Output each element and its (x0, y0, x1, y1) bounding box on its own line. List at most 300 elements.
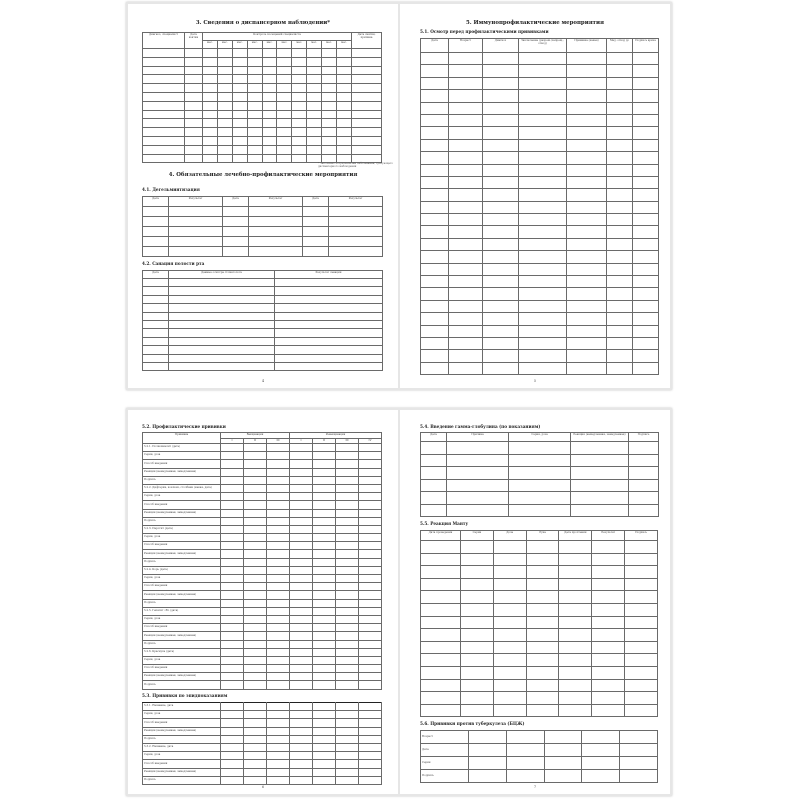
table-cell (483, 77, 519, 89)
table-cell (290, 583, 313, 591)
table-row (143, 227, 383, 237)
table-cell (232, 154, 247, 163)
table-cell (292, 49, 307, 58)
table-cell (267, 719, 290, 727)
table-cell (421, 325, 449, 337)
table-row (421, 679, 658, 692)
table-cell (633, 102, 659, 114)
table-cell (359, 776, 382, 784)
vaccine-detail-row (143, 681, 382, 689)
row-label: Подпись (143, 681, 221, 689)
table-row (421, 744, 658, 757)
table-cell (421, 454, 447, 467)
table-cell (607, 350, 633, 362)
table-cell (449, 238, 483, 250)
month-header: мес. (203, 41, 218, 49)
column-header: Результат (329, 197, 383, 207)
table-cell (359, 550, 382, 558)
table-cell (336, 575, 359, 583)
table-row (421, 313, 659, 325)
table-cell (292, 92, 307, 101)
pre-vaccination-exam-table (420, 38, 659, 375)
table-cell (275, 295, 383, 303)
table-cell (169, 337, 275, 345)
table-cell (519, 362, 567, 374)
table-cell (592, 553, 625, 566)
table-cell (493, 629, 526, 642)
table-cell (322, 49, 337, 58)
table-cell (307, 57, 322, 66)
table-cell (493, 654, 526, 667)
section-5-title: 5. Иммунопрофилактические мероприятия (466, 20, 604, 26)
table-row (143, 295, 383, 303)
table-cell (267, 776, 290, 784)
table-cell (336, 648, 359, 656)
spread-bottom (126, 408, 672, 796)
table-cell (592, 692, 625, 705)
table-cell (483, 238, 519, 250)
table-cell (290, 558, 313, 566)
table-cell (143, 304, 169, 312)
column-header: Диагноз (483, 39, 519, 53)
table-cell (421, 666, 461, 679)
table-cell (625, 641, 658, 654)
table-cell (567, 189, 607, 201)
table-cell (244, 656, 267, 664)
table-cell (447, 467, 509, 480)
table-cell (247, 49, 262, 58)
table-cell (526, 641, 559, 654)
table-cell (421, 541, 461, 554)
table-cell (336, 566, 359, 574)
table-cell (449, 189, 483, 201)
table-cell (559, 704, 592, 717)
table-cell (313, 476, 336, 484)
table-cell (359, 735, 382, 743)
table-cell (247, 66, 262, 75)
table-cell (567, 127, 607, 139)
table-cell (303, 247, 329, 257)
dose-number-header: IV (359, 439, 382, 444)
table-cell (143, 337, 169, 345)
table-cell (567, 276, 607, 288)
table-cell (359, 591, 382, 599)
column-header: Рука (526, 531, 559, 541)
table-cell (592, 603, 625, 616)
table-cell (262, 128, 277, 137)
table-cell (221, 681, 244, 689)
table-cell (559, 654, 592, 667)
table-cell (519, 77, 567, 89)
table-cell (247, 92, 262, 101)
table-cell (290, 656, 313, 664)
vaccine-detail-row (143, 719, 382, 727)
table-cell (421, 692, 461, 705)
table-cell (559, 629, 592, 642)
table-cell (633, 65, 659, 77)
table-cell (313, 444, 336, 452)
table-row (421, 578, 658, 591)
table-cell (313, 509, 336, 517)
table-cell (337, 119, 352, 128)
row-label: Реакция (немедленная, замедленная) (143, 550, 221, 558)
vaccine-name: 5.3.1. Название, дата (143, 703, 221, 711)
table-row (421, 442, 659, 455)
table-cell (267, 493, 290, 501)
table-cell (336, 583, 359, 591)
table-cell (322, 101, 337, 110)
table-cell (247, 154, 262, 163)
table-cell (267, 703, 290, 711)
table-cell (313, 550, 336, 558)
table-cell (519, 65, 567, 77)
table-cell (567, 53, 607, 65)
table-cell (221, 509, 244, 517)
table-cell (519, 90, 567, 102)
header-row (421, 531, 658, 541)
table-row (143, 346, 383, 354)
vaccine-detail-row (143, 776, 382, 784)
table-cell (421, 114, 449, 126)
row-label: Способ введения (143, 460, 221, 468)
table-cell (313, 776, 336, 784)
table-cell (336, 752, 359, 760)
table-cell (169, 279, 275, 287)
table-cell (625, 603, 658, 616)
table-cell (421, 127, 449, 139)
table-cell (143, 279, 169, 287)
table-cell (244, 632, 267, 640)
table-cell (185, 49, 203, 58)
table-cell (277, 119, 292, 128)
table-cell (352, 84, 382, 93)
vaccine-detail-row (143, 735, 382, 743)
table-cell (449, 263, 483, 275)
table-cell (337, 84, 352, 93)
table-cell (359, 583, 382, 591)
table-cell (247, 57, 262, 66)
table-cell (336, 517, 359, 525)
table-cell (244, 493, 267, 501)
table-row (143, 362, 383, 370)
table-cell (544, 757, 582, 770)
table-cell (629, 467, 659, 480)
row-label: Серия (421, 757, 469, 770)
table-cell (461, 591, 494, 604)
page-number: 5 (533, 379, 537, 383)
table-cell (203, 92, 218, 101)
table-cell (275, 287, 383, 295)
table-cell (203, 119, 218, 128)
table-cell (519, 226, 567, 238)
month-header: мес. (217, 41, 232, 49)
table-cell (633, 139, 659, 151)
table-cell (571, 442, 629, 455)
table-row (421, 629, 658, 642)
column-header: Данные осмотра стоматолога (169, 271, 275, 279)
table-cell (244, 752, 267, 760)
table-cell (336, 656, 359, 664)
column-header: Дата прочтения (559, 531, 592, 541)
header-row (143, 271, 383, 279)
table-cell (217, 57, 232, 66)
table-cell (221, 534, 244, 542)
table-cell (629, 442, 659, 455)
table-cell (567, 350, 607, 362)
table-cell (567, 114, 607, 126)
table-cell (313, 460, 336, 468)
dose-number-header: I (290, 439, 313, 444)
table-cell (483, 201, 519, 213)
table-row (421, 704, 658, 717)
table-row (421, 504, 659, 517)
table-cell (449, 102, 483, 114)
table-cell (449, 300, 483, 312)
table-cell (421, 176, 449, 188)
table-cell (519, 164, 567, 176)
table-cell (290, 599, 313, 607)
table-cell (267, 615, 290, 623)
table-cell (290, 735, 313, 743)
table-cell (633, 176, 659, 188)
table-cell (313, 558, 336, 566)
table-cell (221, 558, 244, 566)
table-cell (275, 346, 383, 354)
table-cell (449, 152, 483, 164)
table-row (421, 666, 658, 679)
table-cell (607, 263, 633, 275)
table-cell (633, 288, 659, 300)
table-cell (290, 509, 313, 517)
table-cell (519, 325, 567, 337)
table-cell (203, 145, 218, 154)
table-cell (143, 75, 185, 84)
column-header: Доза (493, 531, 526, 541)
table-cell (203, 66, 218, 75)
table-cell (447, 479, 509, 492)
table-cell (277, 57, 292, 66)
vaccine-detail-row (143, 768, 382, 776)
table-cell (421, 591, 461, 604)
table-cell (292, 136, 307, 145)
dispensary-table (142, 32, 382, 163)
table-cell (625, 704, 658, 717)
table-cell (169, 217, 223, 227)
table-cell (519, 276, 567, 288)
dose-number-header: III (267, 439, 290, 444)
table-cell (221, 452, 244, 460)
header-row (143, 197, 383, 207)
table-cell (519, 53, 567, 65)
table-cell (267, 711, 290, 719)
table-row (421, 350, 659, 362)
table-cell (143, 329, 169, 337)
row-label: Реакция (немедленная, замедленная) (143, 468, 221, 476)
table-cell (185, 92, 203, 101)
vaccine-detail-row (143, 615, 382, 623)
month-header: мес. (232, 41, 247, 49)
table-cell (571, 504, 629, 517)
table-cell (526, 591, 559, 604)
table-cell (509, 454, 571, 467)
table-cell (277, 49, 292, 58)
table-cell (336, 640, 359, 648)
table-cell (232, 57, 247, 66)
table-cell (262, 154, 277, 163)
table-cell (275, 312, 383, 320)
table-row (143, 128, 382, 137)
table-cell (217, 66, 232, 75)
table-row (421, 479, 659, 492)
table-cell (247, 145, 262, 154)
table-cell (290, 501, 313, 509)
table-cell (217, 119, 232, 128)
table-cell (267, 656, 290, 664)
row-label: Дата (421, 744, 469, 757)
table-cell (336, 665, 359, 673)
section-5-4-title: 5.4. Введение гамма-глобулина (по показаниям) (420, 424, 541, 429)
table-cell (185, 66, 203, 75)
table-cell (607, 313, 633, 325)
table-row (143, 66, 382, 75)
table-cell (567, 152, 607, 164)
table-cell (292, 119, 307, 128)
table-cell (313, 632, 336, 640)
table-cell (322, 128, 337, 137)
table-row (421, 731, 658, 744)
table-cell (313, 599, 336, 607)
table-cell (359, 752, 382, 760)
table-cell (567, 164, 607, 176)
table-row (143, 320, 383, 328)
table-cell (244, 624, 267, 632)
table-cell (244, 542, 267, 550)
table-cell (290, 648, 313, 656)
table-row (421, 189, 659, 201)
table-cell (244, 735, 267, 743)
table-cell (275, 354, 383, 362)
table-cell (483, 350, 519, 362)
table-cell (221, 665, 244, 673)
table-cell (559, 641, 592, 654)
table-cell (359, 558, 382, 566)
table-cell (359, 452, 382, 460)
table-cell (267, 575, 290, 583)
table-cell (336, 615, 359, 623)
table-cell (506, 744, 544, 757)
table-cell (336, 632, 359, 640)
table-cell (336, 534, 359, 542)
table-cell (519, 337, 567, 349)
table-cell (483, 53, 519, 65)
vaccinations-table (142, 432, 382, 690)
table-row (421, 603, 658, 616)
table-cell (292, 84, 307, 93)
table-cell (509, 504, 571, 517)
table-row (421, 454, 659, 467)
table-cell (275, 304, 383, 312)
table-cell (290, 444, 313, 452)
table-cell (509, 479, 571, 492)
col-vaccination: Вакцинация (221, 433, 290, 439)
table-cell (633, 114, 659, 126)
table-cell (143, 237, 169, 247)
table-row (421, 641, 658, 654)
table-cell (461, 616, 494, 629)
table-cell (633, 152, 659, 164)
table-cell (290, 703, 313, 711)
table-cell (493, 603, 526, 616)
table-row (143, 207, 383, 217)
table-cell (292, 145, 307, 154)
table-cell (336, 703, 359, 711)
table-cell (461, 692, 494, 705)
table-cell (169, 362, 275, 370)
table-cell (221, 711, 244, 719)
table-cell (244, 501, 267, 509)
table-cell (607, 238, 633, 250)
table-cell (262, 101, 277, 110)
table-cell (519, 313, 567, 325)
table-cell (519, 152, 567, 164)
table-row (421, 214, 659, 226)
vaccine-detail-row (143, 501, 382, 509)
table-cell (559, 566, 592, 579)
table-cell (292, 101, 307, 110)
table-cell (519, 127, 567, 139)
table-cell (217, 84, 232, 93)
table-cell (506, 731, 544, 744)
table-cell (262, 136, 277, 145)
vaccine-name: 5.2.2. Дифтерия, коклюш, столбняк (какая, дата) (143, 484, 221, 492)
table-row (421, 176, 659, 188)
table-cell (607, 114, 633, 126)
table-cell (449, 176, 483, 188)
table-row (143, 57, 382, 66)
table-cell (169, 247, 223, 257)
table-cell (221, 648, 244, 656)
table-cell (169, 207, 223, 217)
table-cell (509, 492, 571, 505)
table-cell (313, 452, 336, 460)
table-cell (633, 362, 659, 374)
table-cell (232, 101, 247, 110)
column-header: Дата проведения (421, 531, 461, 541)
vaccine-detail-row (143, 583, 382, 591)
section-5-3-title: 5.3. Прививки по эпидпоказаниям (142, 693, 228, 698)
table-cell (249, 247, 303, 257)
table-cell (262, 110, 277, 119)
table-cell (307, 49, 322, 58)
table-cell (449, 362, 483, 374)
table-cell (352, 110, 382, 119)
table-cell (483, 176, 519, 188)
table-cell (267, 760, 290, 768)
section-5-6-title: 5.6. Прививки против туберкулеза (БЦЖ) (420, 721, 525, 726)
table-row (143, 119, 382, 128)
table-cell (292, 75, 307, 84)
table-row (143, 75, 382, 84)
table-row (421, 90, 659, 102)
table-cell (244, 665, 267, 673)
table-cell (267, 632, 290, 640)
table-row (421, 251, 659, 263)
deworming-table (142, 196, 383, 257)
table-cell (359, 768, 382, 776)
table-cell (421, 238, 449, 250)
vaccine-name: 5.2.3. Паротит (дата) (143, 525, 221, 533)
table-row (143, 279, 383, 287)
